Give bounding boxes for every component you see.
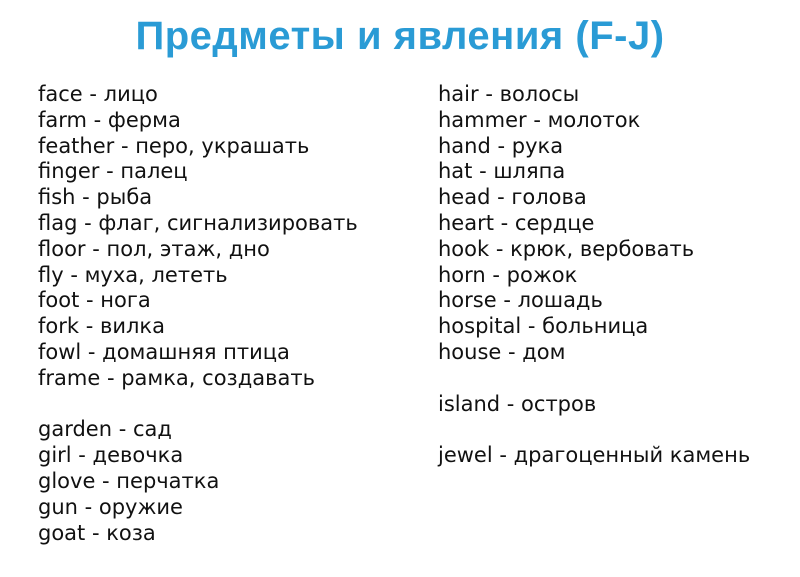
vocab-entry: girl - девочка [38, 443, 184, 468]
vocab-entry: heart - сердце [438, 210, 595, 235]
vocab-entry: hospital - больница [438, 314, 649, 339]
vocab-entry: fork - вилка [38, 314, 165, 339]
vocab-entry: house - дом [438, 339, 566, 364]
vocab-entry: flag - флаг, сигнализировать [38, 210, 358, 235]
vocab-entry: frame - рамка, создавать [38, 365, 315, 390]
vocab-entry: farm - ферма [38, 107, 181, 132]
section-gap [38, 392, 358, 418]
vocab-entry: glove - перчатка [38, 468, 220, 493]
vocab-entry: horse - лошадь [438, 288, 603, 313]
vocab-column-left [38, 82, 358, 546]
vocab-entry: hair - волосы [438, 82, 580, 106]
page-title: Предметы и явления (F-J) [135, 14, 665, 58]
vocab-entry: horn - рожок [438, 262, 578, 287]
vocab-entry: fowl - домашняя птица [38, 339, 290, 364]
vocab-entry: fish - рыба [38, 185, 153, 210]
vocab-entry: foot - нога [38, 288, 151, 313]
vocab-entry: jewel - драгоценный камень [438, 443, 751, 468]
vocab-entry: garden - сад [38, 417, 172, 442]
vocab-entry: island - остров [438, 391, 597, 416]
vocab-entry: head - голова [438, 185, 587, 210]
vocab-entry: gun - оружие [38, 494, 183, 519]
vocab-entry: face - лицо [38, 82, 158, 106]
section-gap [438, 366, 750, 392]
vocab-entry: floor - пол, этаж, дно [38, 236, 270, 261]
vocab-column-right [438, 82, 750, 469]
section-gap [438, 417, 750, 443]
vocab-entry: hat - шляпа [438, 159, 566, 184]
vocab-entry: fly - муха, лететь [38, 262, 228, 287]
vocab-entry: hammer - молоток [438, 107, 641, 132]
vocab-entry: hook - крюк, вербовать [438, 236, 695, 261]
vocab-entry: feather - перо, украшать [38, 133, 310, 158]
vocab-entry: finger - палец [38, 159, 188, 184]
vocab-entry: goat - коза [38, 520, 156, 545]
vocab-entry: hand - рука [438, 133, 564, 158]
